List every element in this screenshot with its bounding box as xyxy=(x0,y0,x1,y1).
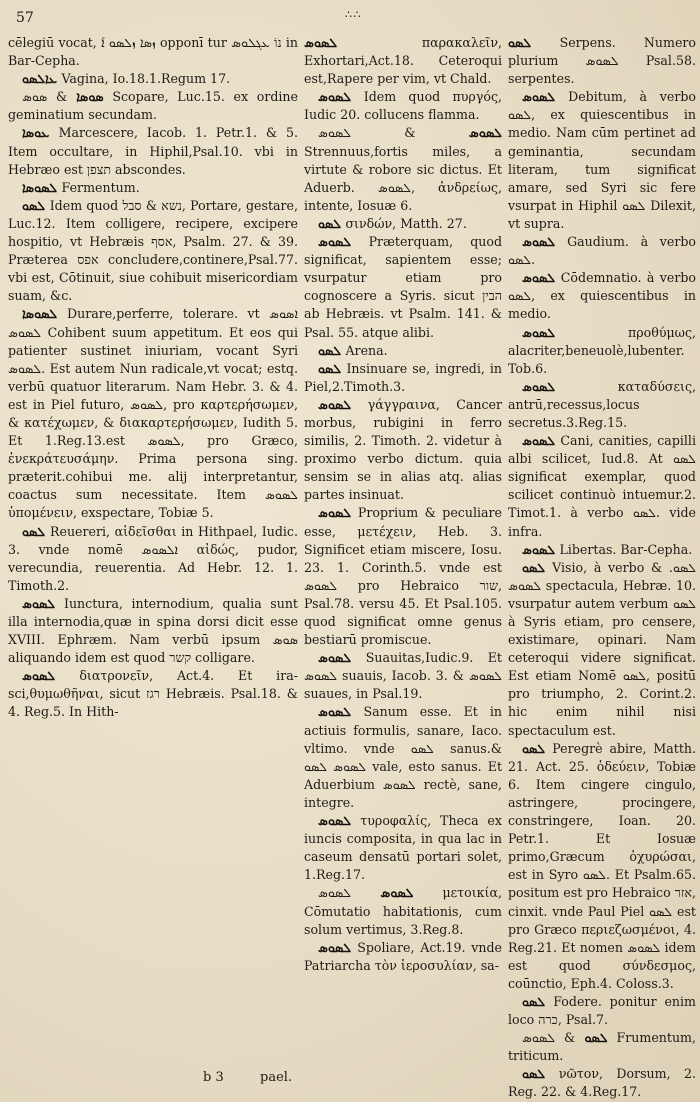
entry-definition: Proprium & peculiare esse, μετέχειν, Heb. 3. Significet etiam miscere, Iosu. 23. 1. Corinth.5. vnde est ܠܣܘܣ pro Hebraico שור, Psal.78. versu 45. Et Psal.105. quod significat omne genus bestiarū promiscue. xyxy=(304,505,502,648)
syriac-headword: ܠܣܘܣ xyxy=(318,396,368,412)
syriac-headword: ܠܣܘܣ xyxy=(318,939,358,955)
dictionary-entry xyxy=(8,34,298,70)
syriac-headword: ܠܣܘܣ xyxy=(522,89,569,105)
entry-definition: Spoliare, Act.19. vnde Patriarcha τὸν ἱεροσυλίαν, sa- xyxy=(304,939,502,973)
entry-definition: τυροφαλίς, Theca ex iuncis composita, in qua lac in caseum densatū portari solet, 1.Reg.17. xyxy=(304,813,502,883)
entry-definition: διατρονεῖν, Act.4. Et irasci,θυμωθῆναι, sicut רגז Hebræis. Psal.18. & 4. Reg.5. In Hith- xyxy=(8,668,298,720)
dictionary-entry xyxy=(508,1065,696,1101)
dictionary-entry xyxy=(304,703,502,812)
entry-definition: Debitum, à verbo ܠܣܘ, ex quiescentibus in medio. Nam cūm pertinet ad geminantia, secundam literam, tum significat amare, sed Syri sic fere vsurpat in Hiphil ܠܣܘ Dilexit, vt supra. xyxy=(508,89,696,231)
dictionary-entry xyxy=(304,504,502,649)
dictionary-entry xyxy=(304,812,502,884)
entry-definition: νῶτον, Dorsum, 2. Reg. 22. & 4.Reg.17. xyxy=(508,1066,696,1100)
running-head-ornament: ∴ ∴ xyxy=(345,8,360,21)
dictionary-entry xyxy=(508,378,696,432)
syriac-headword: ܠܣܘ xyxy=(575,1030,608,1046)
dictionary-entry xyxy=(508,269,696,323)
entry-definition: ܠܣܘܣ μετοικία, Cōmutatio habitationis, cum solum vertimus, 3.Reg.8. xyxy=(304,885,502,937)
entry-definition: προθύμως, alacriter,beneuolè,lubenter. Tob.6. xyxy=(508,324,696,376)
entry-definition: Marcescere, Iacob. 1. Petr.1. & 5. Item occultare, in Hiphil,Psal.10. vbi in Hebræo est תצפן abscondes. xyxy=(8,125,298,177)
column-right xyxy=(508,34,697,1100)
syriac-headword: ܠܣܘܣܐ xyxy=(22,306,68,322)
entry-definition: γάγγραινα, Cancer morbus, rubigini in ferro similis, 2. Timoth. 2. videtur à proximo verbo dictum. quia sensim se in alias atq. alias partes insinuat. xyxy=(304,396,502,503)
entry-definition: & ܠܣܘܣ Frumentum, triticum. xyxy=(508,1030,696,1064)
entry-definition: Durare,perferre, tolerare. vt ܐܣܘܣ ܠܣܘܣ Cohibent suum appetitum. Et eos qui patienter sustinet iniuriam, vocant Syri ܠܣܘܣ. Est autem Nun radicale,vt vocat; estq. verbū quatuor literarum. Nam Hebr. 3. & 4. est in Piel futuro, ܠܣܘܣ, pro καρτερήσωμεν, & κατέχωμεν, & διακαρτερήσωμεν, Iudith 5. Et 1.Reg.13.est ܠܣܘܣ, pro Græco, ἐνεκράτευσάμην. Prima persona sing. præterit.cohibui me. alij interpretantur, coactus sum necessitate. Item ܠܣܘܣ ὑπομένειν, exspectare, Tobiæ 5. xyxy=(8,306,299,521)
entry-definition: Gaudium. à verbo ܠܣܘ. xyxy=(508,234,696,268)
syriac-headword: ܠܣܘܣ xyxy=(415,125,502,141)
syriac-headword: ܣܘܣܐ xyxy=(67,89,104,105)
dictionary-entry xyxy=(8,179,298,197)
signature-mark: b 3 xyxy=(203,1070,224,1085)
entry-definition: Cōdemnatio. à verbo ܠܣܘ, ex quiescentibus in medio. xyxy=(508,270,696,322)
syriac-headword: ܠܣܘ xyxy=(22,523,51,539)
dictionary-entry xyxy=(8,88,298,124)
entry-definition: Serpens. Numero plurium ܠܣܘܣ Psal.58. serpentes. xyxy=(508,35,696,87)
entry-definition: Insinuare se, ingredi, in Piel,2.Timoth.3. xyxy=(304,360,502,394)
page-number: 57 xyxy=(16,10,34,26)
syriac-headword: ܥܘܣܐ xyxy=(22,125,59,141)
syriac-headword: ܠܣܘ xyxy=(508,35,560,50)
dictionary-entry xyxy=(508,34,696,88)
entry-definition: Cani, canities, capilli albi scilicet, Iud.8. At ܠܣܘ significat exemplar, quod scilicet continuò intuemur.2. Timot.1. à verbo ܠܣܘ. vide infra. xyxy=(508,433,697,539)
syriac-headword: ܠܣܘܣܐ xyxy=(22,179,62,195)
syriac-headword: ܠܣܘܣ xyxy=(522,541,560,557)
entry-definition: & ܣܘܣ Scopare, Luc.15. ex ordine geminatium secundam. xyxy=(8,89,298,123)
entry-definition: καταδύσεις, antrū,recessus,locus secretus.3.Reg.15. xyxy=(508,378,696,430)
dictionary-entry xyxy=(8,70,298,88)
syriac-headword: ܠܣܘ xyxy=(522,559,553,575)
syriac-headword: ܠܣܘ xyxy=(22,197,50,213)
syriac-headword: ܠܣܘܣ xyxy=(304,35,422,50)
dictionary-entry xyxy=(304,884,502,938)
entry-definition: Visio, à verbo ܠܣܘ. & ܠܣܘܣ spectacula, Hebræ. 10. vsurpatur autem verbum ܠܣܘ à Syris etiam, pro censere, existimare, opinari. Nam ceteroqui videre significat. Est etiam Nomē ܠܣܘ, positū pro triumpho, 2. Corint.2. hic enim nihil nisi spectaculum est. xyxy=(508,559,696,738)
entry-definition: & ܠܣܘܣ Strennuus,fortis miles, a virtute & robore sic dictus. Et Aduerb. ܠܣܘܣ, ἀνδρείως, intente, Iosuæ 6. xyxy=(304,125,502,213)
column-left xyxy=(8,34,298,1064)
dictionary-entry xyxy=(508,432,696,541)
entry-definition: Fermentum. xyxy=(61,179,140,195)
entry-definition: Peregrè abire, Matth. 21. Act. 25. ὁδεύειν, Tobiæ 6. Item cingere cingulo, astringere, procingere, constringere, Ioan. 20. Petr.1. Et Iosuæ primo,Græcum ὀχυρώσαι, est in Syro ܠܣܘ. Et Psalm.65. positum est pro Hebraico אזר, cinxit. vnde Paul Piel ܠܣܘ est pro Græco περιεζωσμένοι, 4. Reg.21. Et nomen ܠܣܘܣ idem est quod σύνδεσμος, coūnctio, Eph.4. Coloss.3. xyxy=(508,740,696,991)
dictionary-entry xyxy=(508,993,696,1029)
entry-definition: Suauitas,Iudic.9. Et ܠܣܘܣ suauis, Iacob. 3. & ܠܣܘܣ suaues, in Psal.19. xyxy=(304,650,502,702)
dictionary-entry xyxy=(8,667,298,721)
entry-definition: Idem quod נשא & סבל, Portare, gestare, Luc.12. Item colligere, recipere, excipere hospitio, vt Hebræis אסף, Psalm. 27. & 39. Præterea אפס concludere,continere,Psal.77. vbi est, Cōtinuit, siue cohibuit misericordiam suam, &c. xyxy=(8,197,298,304)
dictionary-entry xyxy=(304,360,502,396)
syriac-headword: ܠܣܘܣ xyxy=(318,813,361,829)
syriac-headword: ܠܣܘܣ xyxy=(318,89,364,105)
entry-definition: Vagina, Io.18.1.Regum 17. xyxy=(61,71,231,87)
syriac-headword: ܠܣܘܣ xyxy=(522,433,561,449)
dictionary-entry xyxy=(304,649,502,703)
dictionary-entry xyxy=(508,740,696,993)
dictionary-entry xyxy=(508,233,696,269)
dictionary-entry xyxy=(304,396,502,505)
syriac-headword: ܠܣܘܣ xyxy=(318,505,358,521)
dictionary-entry xyxy=(304,215,502,233)
entry-definition: cēlegiū vocat, ܙܣܐ ܙܠܣܘ ܐܰ opponī tur נוֹ ܥܓܠܘܣ in Bar-Cepha. xyxy=(8,35,298,69)
dictionary-entry xyxy=(304,233,502,342)
syriac-headword: ܠܣܘܣ xyxy=(522,378,618,394)
syriac-headword: ܠܣܘ xyxy=(522,993,554,1009)
syriac-headword: ܠܣܘ xyxy=(318,215,346,231)
catchword: pael. xyxy=(260,1070,293,1085)
dictionary-entry xyxy=(304,342,502,360)
dictionary-entry xyxy=(8,197,298,306)
column-middle xyxy=(304,34,502,1064)
entry-definition: Fodere. ponitur enim loco כרה, Psal.7. xyxy=(508,993,696,1028)
syriac-headword: ܠܣܘܣ xyxy=(318,234,369,250)
syriac-headword: ܠܣܘܣ xyxy=(522,324,628,340)
syriac-headword: ܠܣܘܣ xyxy=(22,668,80,684)
entry-definition: Arena. xyxy=(345,342,388,358)
dictionary-entry xyxy=(8,595,298,667)
entry-definition: σινδών, Matth. 27. xyxy=(345,215,467,231)
entry-definition: Iunctura, internodium, qualia sunt illa internodia,quæ in spina dorsi dicit esse XVIII. Ephræm. Nam verbū ipsum ܣܘܣ aliquando idem est quod קשר colligare. xyxy=(8,595,298,666)
entry-definition: Idem quod πυργός, Iudic 20. collucens flamma. xyxy=(304,89,502,123)
syriac-headword: ܠܣܘܣ xyxy=(522,234,568,250)
dictionary-entry xyxy=(508,541,696,559)
entry-definition: Reuereri, αἰδεῖσθαι in Hithpael, Iudic. 3. vnde nomē ܐܠܣܘܣ αἰδώς, pudor, verecundia, reuerentia. Ad Hebr. 12. 1. Timoth.2. xyxy=(8,523,299,593)
entry-definition: παρακαλεῖν, Exhortari,Act.18. Ceteroqui est,Rapere per vim, vt Chald. xyxy=(304,35,502,87)
dictionary-entry xyxy=(304,34,502,88)
syriac-headword: ܠܣܘ xyxy=(318,360,347,376)
syriac-headword: ܠܣܘܣ xyxy=(22,595,64,611)
syriac-headword: ܠܣܘ xyxy=(522,740,553,756)
dictionary-entry xyxy=(8,305,298,522)
dictionary-entry xyxy=(8,124,298,178)
dictionary-entry xyxy=(304,124,502,214)
syriac-headword: ܠܣܘ xyxy=(318,342,346,358)
syriac-headword: ܠܣܘ xyxy=(522,1066,559,1082)
dictionary-entry xyxy=(508,1029,696,1065)
dictionary-entry xyxy=(508,324,696,378)
dictionary-entry xyxy=(508,88,696,233)
dictionary-entry xyxy=(8,523,298,595)
syriac-headword: ܥܐܠܣܘ xyxy=(22,71,62,87)
syriac-headword: ܠܣܘܣ xyxy=(522,270,561,286)
entry-definition: Libertas. Bar-Cepha. xyxy=(559,541,693,557)
dictionary-entry xyxy=(304,939,502,975)
dictionary-entry xyxy=(304,88,502,124)
syriac-headword: ܠܣܘܣ xyxy=(318,650,366,666)
entry-definition: Sanum esse. Et in actiuis formulis, sanare, Iaco. vltimo. vnde ܠܣܘ sanus.& ܠܣܘܣ ܠܣܘ vale, esto sanus. Et Aduerbium ܠܣܘܣ rectè, sane, integre. xyxy=(304,704,503,810)
entry-definition: Præterquam, quod significat, sapientem esse; vsurpatur etiam pro cognoscere a Syris. sicut הבין ab Hebræis. vt Psalm. 141. & Psal. 55. atque alibi. xyxy=(304,234,503,340)
syriac-headword: ܠܣܘܣ xyxy=(351,885,414,901)
dictionary-entry xyxy=(508,559,696,740)
syriac-headword: ܠܣܘܣ xyxy=(318,704,364,720)
